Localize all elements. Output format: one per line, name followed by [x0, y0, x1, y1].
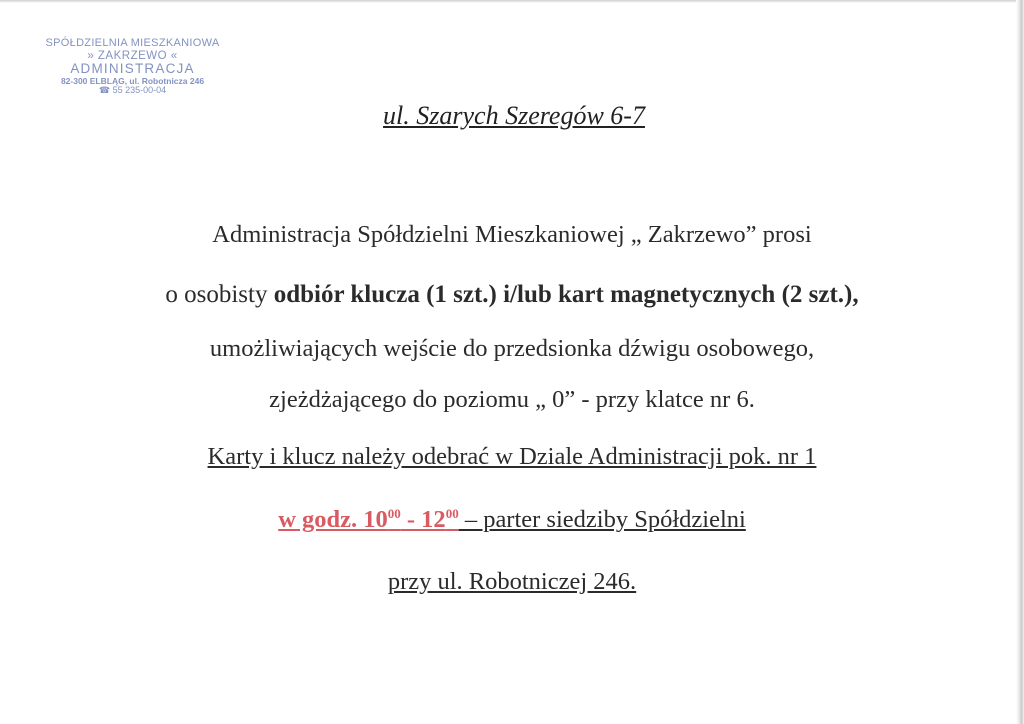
cooperative-stamp — [30, 38, 235, 96]
notice-line-6 — [0, 506, 1024, 534]
address-title: ul. Szarych Szeregów 6-7 — [383, 101, 645, 130]
line-6-suffix: – parter siedziby Spółdzielni — [458, 506, 746, 533]
notice-line-2 — [0, 281, 1024, 309]
stamp-line-2: » ZAKRZEWO « — [87, 49, 178, 62]
notice-line-7: przy ul. Robotniczej 246. — [387, 568, 637, 595]
notice-line-5: Karty i klucz należy odebrać w Dziale Administracji pok. nr 1 — [207, 443, 817, 470]
stamp-line-1: SPÓŁDZIELNIA MIESZKANIOWA — [45, 37, 220, 49]
stamp-line-4: 82-300 ELBLĄG, ul. Robotnicza 246 — [60, 75, 205, 86]
notice-line-1: Administracja Spółdzielni Mieszkaniowej „ Zakrzewo” prosi — [212, 221, 812, 248]
line-2-bold: odbiór klucza (1 szt.) i/lub kart magnetycznych (2 szt.) — [273, 281, 853, 308]
office-hours — [278, 506, 459, 533]
notice-line-3: umożliwiających wejście do przedsionka dźwigu osobowego, — [209, 335, 815, 362]
hours-sup-1: 00 — [387, 506, 401, 521]
notice-line-4: zjeżdżającego do poziomu „ 0” - przy klatce nr 6. — [269, 386, 755, 413]
line-2-suffix: , — [852, 281, 859, 308]
stamp-line-5: ☎ 55 235-00-04 — [98, 85, 167, 96]
stamp-line-3: ADMINISTRACJA — [70, 61, 195, 77]
hours-dash: - 12 — [400, 506, 446, 533]
scan-top-edge — [0, 0, 1024, 3]
hours-sup-2: 00 — [445, 506, 459, 521]
hours-prefix: w godz. 10 — [278, 506, 388, 533]
line-2-prefix: o osobisty — [165, 281, 274, 308]
